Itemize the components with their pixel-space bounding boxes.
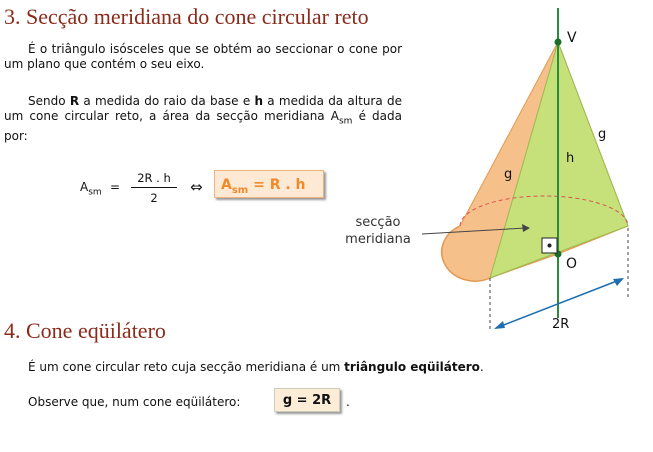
formula-lhs: $A_{sm}$ bbox=[80, 180, 102, 198]
diameter-arrowhead-left bbox=[494, 321, 505, 329]
label-h: h bbox=[566, 151, 575, 166]
label-g-left: g bbox=[504, 167, 513, 182]
paragraph-observe-period: . bbox=[346, 395, 350, 409]
paragraph-area: Sendo R a medida do raio da base e h a medida da altura de um cone circular reto, a área da secção meridiana $A_{sm}$ é dada por: bbox=[4, 94, 402, 144]
formula-denominator: 2 bbox=[150, 191, 158, 205]
paragraph-observe: Observe que, num cone eqüilátero: bbox=[28, 395, 241, 409]
label-g-right: g bbox=[598, 127, 607, 142]
formula-equals: = bbox=[110, 180, 121, 194]
label-v: V bbox=[567, 30, 577, 46]
formula-numerator: 2R . h bbox=[137, 171, 171, 185]
section-3-title: 3. Secção meridiana do cone circular reto bbox=[4, 4, 369, 29]
caption-line-2: meridiana bbox=[345, 232, 411, 247]
cone-figure bbox=[330, 0, 653, 345]
label-o: O bbox=[566, 256, 578, 272]
g-equals-2r-box: g = 2R bbox=[274, 388, 340, 412]
paragraph-equilateral: É um cone circular reto cuja secção meridiana é um triângulo eqüilátero. bbox=[28, 360, 484, 374]
paragraph-definition: É o triângulo isósceles que se obtém ao seccionar o cone por um plano que contém o seu eixo. bbox=[4, 42, 402, 71]
right-angle-dot bbox=[548, 244, 552, 248]
section-4-title: 4. Cone eqüilátero bbox=[4, 318, 166, 343]
formula-fraction-bar bbox=[131, 187, 177, 188]
label-2r: 2R bbox=[552, 317, 570, 332]
vertex-point bbox=[555, 39, 562, 46]
formula-result-box: $A_{sm} = R$ . h bbox=[214, 170, 324, 198]
caption-line-1: secção bbox=[355, 215, 401, 230]
iff-symbol: ⇔ bbox=[190, 178, 203, 196]
